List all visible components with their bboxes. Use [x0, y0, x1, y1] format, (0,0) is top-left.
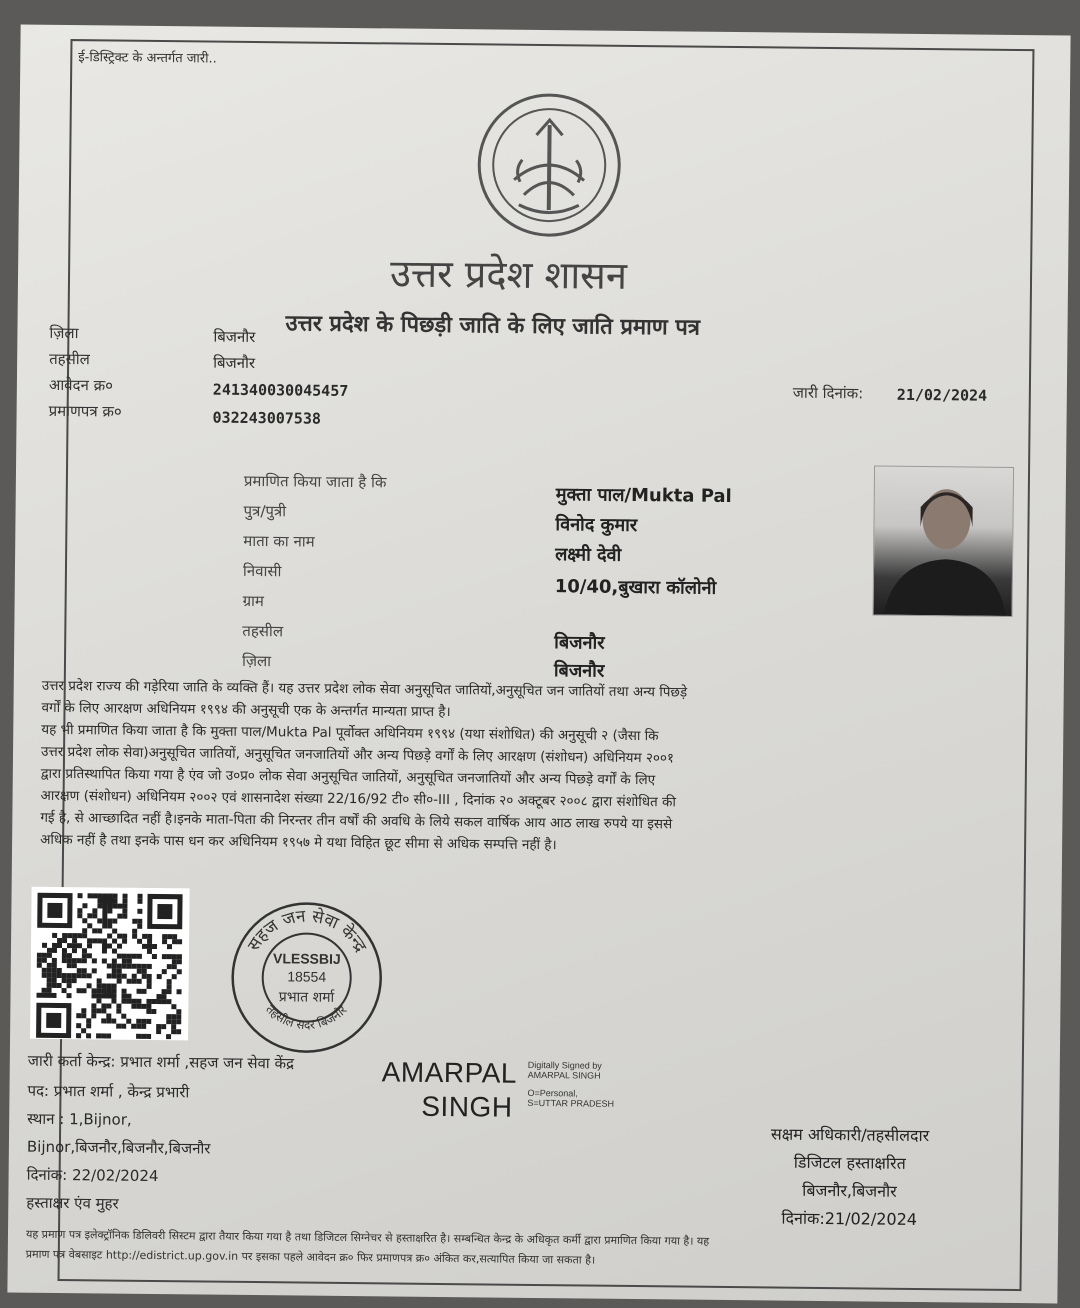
- district-label: ज़िला: [49, 323, 79, 343]
- authority-digital: डिजिटल हस्ताक्षरित: [793, 1152, 906, 1173]
- body-line: वर्गों के लिए आरक्षण अधिनियम १९९४ की अनुसूची एक के अन्तर्गत मान्यता प्राप्त है।: [41, 699, 451, 721]
- authority-location: बिजनौर,बिजनौर: [802, 1180, 897, 1201]
- tehsil-value: बिजनौर: [213, 353, 256, 373]
- certificate-no-value: 032243007538: [212, 408, 322, 428]
- seal-number: 18554: [287, 968, 327, 985]
- issuing-center: जारी कर्ता केन्द्र: प्रभात शर्मा ,सहज जन सेवा केंद्र: [27, 1051, 295, 1073]
- father-name: विनोद कुमार: [555, 514, 638, 537]
- mother-name: लक्ष्मी देवी: [555, 544, 622, 566]
- csc-seal: [228, 899, 386, 1057]
- body-line: उत्तर प्रदेश राज्य की गड़ेरिया जाति के व्यक्ति हैं। यह उत्तर प्रदेश लोक सेवा अनुसूचित जातियों,अनुसूचित जन जातियों तथा अन्य पिछड़े: [41, 677, 688, 701]
- issuer-place-1: स्थान : 1,Bijnor,: [27, 1109, 132, 1129]
- certified-label: प्रमाणित किया जाता है कि: [243, 471, 387, 492]
- seal-code: VLESSBIJ: [272, 950, 341, 967]
- top-note: ई-डिस्ट्रिक्ट के अन्तर्गत जारी..: [78, 50, 217, 67]
- certificate-no-label: प्रमाणपत्र क्र०: [48, 401, 122, 421]
- up-state-emblem-icon: [473, 89, 625, 241]
- district-field-value: बिजनौर: [553, 660, 605, 682]
- body-line: द्वारा प्रतिस्थापित किया गया है एंव जो उ०प्र० लोक सेवा अनुसूचित जातियों, अनुसूचित जनजातियों और अन्य पिछड़े वर्गों के लिए: [40, 765, 656, 789]
- bottom-note-line: प्रमाण पत्र वेबसाइट http://edistrict.up.gov.in पर इसका पहले आवेदन क्र० फिर प्रमाणपत्र क्र० अंकित कर,सत्यापित किया जा सकता है।: [25, 1247, 596, 1267]
- digital-sign-line: Digitally Signed by: [527, 1059, 602, 1071]
- issuer-post: पद: प्रभात शर्मा , केन्द्र प्रभारी: [27, 1081, 190, 1102]
- issue-date-value: 21/02/2024: [896, 385, 988, 405]
- page-title: उत्तर प्रदेश शासन: [389, 251, 628, 298]
- seal-name: प्रभात शर्मा: [278, 989, 335, 1006]
- issuer-date: दिनांक: 22/02/2024: [26, 1165, 159, 1186]
- body-line: गई है, से आच्छादित नहीं है।इनके माता-पिता की निरन्तर तीन वर्षों की अवधि के लिये सकल वार्षिक आय आठ लाख रुपये या इससे: [40, 809, 673, 833]
- mother-name-label: माता का नाम: [243, 531, 315, 551]
- applicant-photo: [873, 465, 1015, 616]
- body-line: यह भी प्रमाणित किया जाता है कि मुक्ता पाल/Mukta Pal पूर्वोक्त अधिनियम १९९४ (यथा संशोधित) की अनुसूची २ (जैसा कि: [41, 721, 659, 745]
- issuer-signature-label: हस्ताक्षर एंव मुहर: [26, 1193, 119, 1213]
- application-no-label: आवेदन क्र०: [48, 375, 114, 395]
- district-value: बिजनौर: [213, 327, 256, 347]
- district-field-label: ज़िला: [241, 651, 272, 671]
- digital-signer-name-2: SINGH: [421, 1090, 513, 1123]
- issuer-place-2: Bijnor,बिजनौर,बिजनौर,बिजनौर: [26, 1137, 211, 1158]
- issue-date-label: जारी दिनांक:: [792, 383, 864, 403]
- son-daughter-label: पुत्र/पुत्री: [243, 501, 287, 521]
- authority-date: दिनांक:21/02/2024: [781, 1208, 918, 1229]
- tehsil-field-value: बिजनौर: [554, 632, 605, 654]
- digital-sign-line: S=UTTAR PRADESH: [527, 1097, 615, 1109]
- applicant-name: मुक्ता पाल/Mukta Pal: [555, 484, 732, 508]
- qr-code-icon[interactable]: [30, 887, 190, 1041]
- address-value: 10/40,बुखारा कॉलोनी: [554, 576, 717, 599]
- certificate-subtitle: उत्तर प्रदेश के पिछड़ी जाति के लिए जाति प्रमाण पत्र: [285, 310, 701, 341]
- digital-sign-line: AMARPAL SINGH: [527, 1069, 601, 1081]
- authority-title: सक्षम अधिकारी/तहसीलदार: [770, 1124, 930, 1146]
- body-line: अधिक नहीं है तथा इनके पास धन कर अधिनियम १९५७ मे यथा विहित छूट सीमा से अधिक सम्पत्ति नहीं है।: [40, 831, 557, 854]
- certificate-paper: [7, 25, 1070, 1304]
- seal-bottom-text: तहसील सदर बिजनौर: [263, 1002, 350, 1033]
- seal-ring-text: सहज जन सेवा केन्द्र: [243, 906, 371, 956]
- digital-sign-line: O=Personal,: [527, 1087, 578, 1099]
- resident-label: निवासी: [242, 561, 282, 581]
- body-line: आरक्षण (संशोधन) अधिनियम २००२ एवं शासनादेश संख्या 22/16/92 टी० सी०-III , दिनांक २० अक्टूबर २००८ द्वारा संशोधित की: [40, 787, 677, 811]
- body-line: उत्तर प्रदेश लोक सेवा)अनुसूचित जातियों, अनुसूचित जनजातियों और अन्य पिछड़े वर्गों के लिए आरक्षण (संशोधन) अधिनियम २००१: [40, 743, 675, 767]
- application-no-value: 241340030045457: [212, 380, 349, 400]
- bottom-note-line: यह प्रमाण पत्र इलेक्ट्रॉनिक डिलिवरी सिस्टम द्वारा तैयार किया गया है तथा डिजिटल सिग्नेचर से हस्ताक्षरित है। सम्बन्धित केन्द्र के अधिकृत कर्मी द्वारा प्रमाणित किया गया है। यह: [25, 1227, 710, 1248]
- digital-signer-name-1: AMARPAL: [381, 1056, 518, 1089]
- tehsil-field-label: तहसील: [242, 621, 284, 641]
- tehsil-label: तहसील: [49, 349, 90, 369]
- village-label: ग्राम: [242, 591, 265, 611]
